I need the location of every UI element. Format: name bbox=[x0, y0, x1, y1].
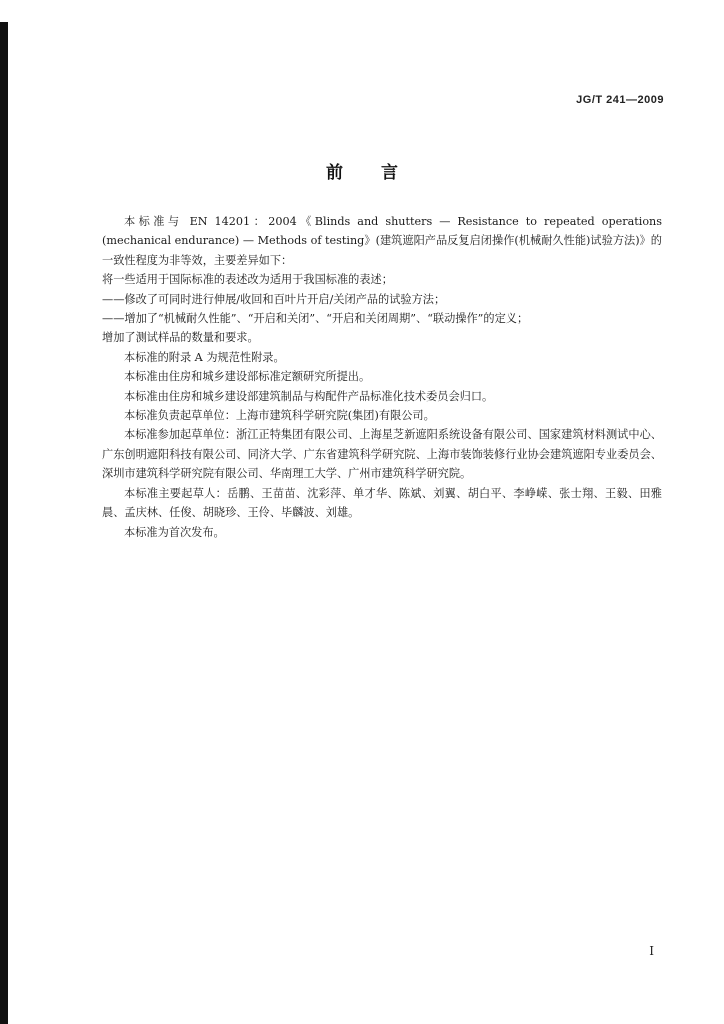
standard-code: JG/T 241—2009 bbox=[576, 94, 664, 106]
page-title: 前言 bbox=[326, 163, 436, 183]
foreword-body bbox=[102, 212, 662, 542]
paragraph-centralized: 本标准由住房和城乡建设部建筑制品与构配件产品标准化技术委员会归口。 bbox=[124, 389, 494, 403]
page-number: I bbox=[649, 944, 654, 958]
difference-item: 增加了测试样品的数量和要求。 bbox=[102, 331, 259, 345]
paragraph-equivalence: 本标准与 EN 14201：2004《Blinds and shutters — Resistance to repeated operations (mechanical endurance) — Methods of testing》(建筑遮阳产品反复启闭操作(机械耐久性能)试验方法)》的一致性程度为非等效，主要差异如下： bbox=[102, 215, 662, 267]
paragraph-drafters: 本标准主要起草人：岳鹏、王苗苗、沈彩萍、单才华、陈斌、刘翼、胡白平、李峥嵘、张士翔、王毅、田雅晨、孟庆林、任俊、胡晓珍、王伶、毕麟波、刘雄。 bbox=[102, 486, 662, 520]
paragraph-proposer: 本标准由住房和城乡建设部标准定额研究所提出。 bbox=[124, 370, 371, 384]
paragraph-first-release: 本标准为首次发布。 bbox=[124, 525, 225, 539]
paragraph-annex: 本标准的附录 A 为规范性附录。 bbox=[124, 350, 285, 364]
difference-item: ——增加了“机械耐久性能”、“开启和关闭”、“开启和关闭周期”、“联动操作”的定义； bbox=[102, 312, 529, 326]
difference-item: ——修改了可同时进行伸展/收回和百叶片开启/关闭产品的试验方法； bbox=[102, 292, 446, 306]
difference-item: 将一些适用于国际标准的表述改为适用于我国标准的表述； bbox=[102, 273, 393, 287]
paragraph-lead-drafter: 本标准负责起草单位：上海市建筑科学研究院(集团)有限公司。 bbox=[124, 409, 435, 423]
paragraph-participating-units: 本标准参加起草单位：浙江正特集团有限公司、上海星芝新遮阳系统设备有限公司、国家建筑材料测试中心、广东创明遮阳科技有限公司、同济大学、广东省建筑科学研究院、上海市装饰装修行业协会建筑遮阳专业委员会、深圳市建筑科学研究院有限公司、华南理工大学、广州市建筑科学研究院。 bbox=[102, 428, 662, 481]
